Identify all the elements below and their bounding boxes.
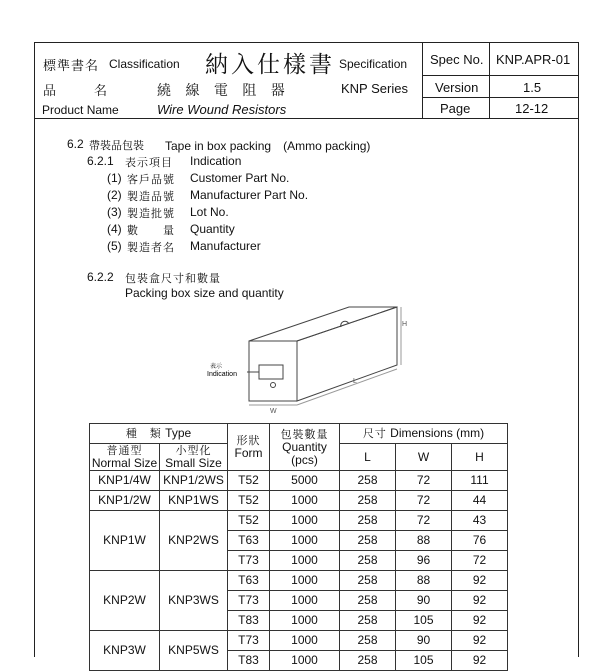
qty-cell: 1000 — [270, 571, 340, 591]
qty-cell: 1000 — [270, 491, 340, 511]
normal-size-cell: KNP1W — [90, 511, 160, 571]
version-label: Version — [435, 80, 479, 95]
dimension-h-label: H — [402, 321, 408, 328]
specification-en: Specification — [339, 57, 408, 71]
w-cell: 88 — [396, 571, 452, 591]
table-row — [90, 491, 508, 511]
table-row — [90, 471, 508, 491]
normal-size-cell: KNP2W — [90, 571, 160, 631]
section-6-2-2-num: 6.2.2 — [87, 270, 114, 284]
h-cell: 72 — [452, 551, 508, 571]
form-cell: T52 — [228, 471, 270, 491]
list-item-zh: 製造者名 — [127, 241, 175, 254]
h-cell: 43 — [452, 511, 508, 531]
small-size-cell: KNP1WS — [160, 491, 228, 511]
list-item-en: Manufacturer — [190, 239, 261, 253]
table-row — [90, 511, 508, 531]
l-cell: 258 — [340, 551, 396, 571]
l-cell: 258 — [340, 471, 396, 491]
w-cell: 105 — [396, 611, 452, 631]
type-header-en: Type — [165, 426, 192, 440]
h-cell: 92 — [452, 631, 508, 651]
section-6-2-num: 6.2 — [67, 137, 84, 151]
document-title: 納入仕樣書 — [205, 52, 335, 78]
series-name: KNP Series — [341, 81, 408, 96]
small-size-cell: KNP2WS — [160, 511, 228, 571]
qty-header-zh: 包裝數量 — [280, 427, 329, 441]
w-cell: 105 — [396, 651, 452, 671]
list-item-en: Quantity — [190, 222, 235, 236]
w-cell: 88 — [396, 531, 452, 551]
form-cell: T52 — [228, 511, 270, 531]
h-cell: 111 — [452, 471, 508, 491]
form-cell: T73 — [228, 631, 270, 651]
table-row — [90, 571, 508, 591]
form-cell: T52 — [228, 491, 270, 511]
form-cell: T63 — [228, 531, 270, 551]
l-cell: 258 — [340, 591, 396, 611]
small-size-cell: KNP5WS — [160, 631, 228, 671]
product-zh: 繞 線 電 阻 器 — [157, 83, 290, 99]
form-header-zh: 形狀 — [236, 434, 261, 447]
list-item-en: Customer Part No. — [190, 171, 290, 185]
table-row — [90, 631, 508, 651]
spec-no-label: Spec No. — [430, 52, 484, 67]
section-6-2-2-en: Packing box size and quantity — [125, 286, 284, 300]
h-cell: 44 — [452, 491, 508, 511]
list-item-num: (2) — [107, 188, 122, 202]
form-cell: T83 — [228, 651, 270, 671]
spec-no-value: KNP.APR-01 — [496, 52, 571, 67]
l-cell: 258 — [340, 651, 396, 671]
section-6-2-1-zh: 表示項目 — [125, 156, 173, 169]
list-item-en: Manufacturer Part No. — [190, 188, 309, 202]
l-cell: 258 — [340, 571, 396, 591]
page-label: Page — [440, 101, 471, 116]
version-value: 1.5 — [523, 80, 542, 95]
qty-cell: 1000 — [270, 651, 340, 671]
normal-size-zh: 普通型 — [106, 444, 143, 457]
list-item-num: (3) — [107, 205, 122, 219]
form-cell: T73 — [228, 591, 270, 611]
h-cell: 92 — [452, 651, 508, 671]
indication-label-box — [259, 365, 283, 379]
qty-cell: 1000 — [270, 531, 340, 551]
l-cell: 258 — [340, 511, 396, 531]
h-cell: 76 — [452, 531, 508, 551]
col-l-header: L — [340, 444, 396, 471]
w-cell: 90 — [396, 591, 452, 611]
small-size-cell: KNP3WS — [160, 571, 228, 631]
list-item-num: (4) — [107, 222, 122, 236]
normal-size-cell: KNP3W — [90, 631, 160, 671]
list-item-num: (1) — [107, 171, 122, 185]
form-cell: T63 — [228, 571, 270, 591]
w-cell: 96 — [396, 551, 452, 571]
normal-size-en: Normal Size — [91, 456, 158, 470]
type-header-zh: 種 類 — [125, 427, 162, 440]
product-en: Wire Wound Resistors — [157, 102, 287, 117]
form-cell: T73 — [228, 551, 270, 571]
w-cell: 72 — [396, 471, 452, 491]
packing-box-diagram — [185, 301, 425, 416]
h-cell: 92 — [452, 591, 508, 611]
list-item-zh: 客戶品號 — [127, 173, 175, 186]
list-item-num: (5) — [107, 239, 122, 253]
form-header-en: Form — [234, 446, 263, 460]
w-cell: 72 — [396, 491, 452, 511]
l-cell: 258 — [340, 611, 396, 631]
l-cell: 258 — [340, 531, 396, 551]
table-header-row — [90, 424, 508, 444]
section-6-2-1-en: Indication — [190, 154, 242, 168]
col-h-header: H — [452, 444, 508, 471]
h-cell: 92 — [452, 611, 508, 631]
col-w-header: W — [396, 444, 452, 471]
list-item-en: Lot No. — [190, 205, 229, 219]
dimension-l-label: L — [353, 378, 357, 385]
qty-cell: 1000 — [270, 631, 340, 651]
dim-header-zh: 尺寸 — [362, 427, 387, 440]
section-6-2-1-num: 6.2.1 — [87, 154, 114, 168]
box-top-face — [249, 307, 397, 341]
h-cell: 92 — [452, 571, 508, 591]
small-size-zh: 小型化 — [175, 444, 212, 457]
qty-cell: 5000 — [270, 471, 340, 491]
packing-table — [89, 423, 508, 671]
indication-en: Indication — [207, 371, 237, 378]
dimension-w-label: W — [270, 408, 277, 415]
normal-size-cell: KNP1/2W — [90, 491, 160, 511]
form-cell: T83 — [228, 611, 270, 631]
page-value: 12-12 — [515, 101, 549, 116]
header-block — [35, 43, 578, 119]
qty-cell: 1000 — [270, 591, 340, 611]
spec-sheet — [34, 42, 579, 667]
qty-header-en: Quantity — [282, 439, 327, 454]
l-cell: 258 — [340, 491, 396, 511]
product-name-zh: 品 名 — [43, 84, 112, 99]
section-6-2-en: Tape in box packing (Ammo packing) — [165, 139, 371, 153]
small-size-cell: KNP1/2WS — [160, 471, 228, 491]
list-item-zh: 製造批號 — [127, 207, 175, 220]
qty-cell: 1000 — [270, 511, 340, 531]
w-cell: 72 — [396, 511, 452, 531]
qty-cell: 1000 — [270, 611, 340, 631]
section-6-2-2-zh: 包裝盒尺寸和數量 — [125, 272, 221, 285]
list-item-zh: 製造品號 — [127, 190, 175, 203]
dim-header-en: Dimensions (mm) — [390, 426, 485, 440]
small-size-en: Small Size — [165, 456, 222, 470]
classification-en: Classification — [109, 57, 180, 71]
product-name-en: Product Name — [42, 103, 119, 117]
qty-header-unit: (pcs) — [291, 452, 318, 467]
list-item-zh: 數 量 — [127, 224, 175, 237]
box-front-face — [249, 341, 297, 401]
section-6-2-zh: 帶裝品包裝 — [89, 139, 144, 152]
box-hole — [271, 383, 276, 388]
w-cell: 90 — [396, 631, 452, 651]
qty-cell: 1000 — [270, 551, 340, 571]
indication-zh: 表示 — [210, 363, 223, 370]
normal-size-cell: KNP1/4W — [90, 471, 160, 491]
classification-zh: 標準書名 — [43, 59, 100, 74]
l-cell: 258 — [340, 631, 396, 651]
